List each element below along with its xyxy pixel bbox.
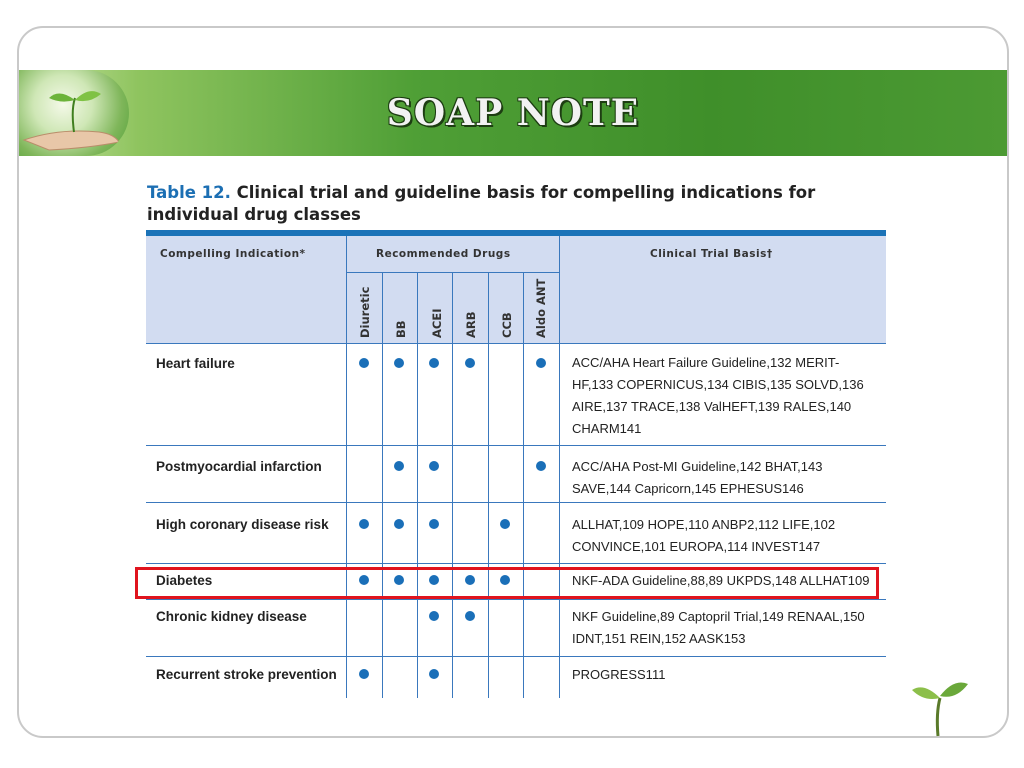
row-indication-heart-failure: Heart failure: [156, 356, 235, 371]
grid-line: [417, 272, 418, 698]
drug-dot: [536, 461, 546, 471]
grid-line: [146, 445, 886, 446]
drug-col-diuretic: Diuretic: [358, 286, 372, 338]
grid-line: [146, 599, 886, 600]
row-basis-high-coronary: ALLHAT,109 HOPE,110 ANBP2,112 LIFE,102 CONVINCE,101 EUROPA,114 INVEST147: [572, 517, 836, 554]
slide-title: SOAP NOTE: [386, 92, 640, 134]
row-indication-ckd: Chronic kidney disease: [156, 609, 307, 624]
row-indication-postmi: Postmyocardial infarction: [156, 459, 322, 474]
drug-dot: [465, 611, 475, 621]
drug-dot: [536, 358, 546, 368]
drug-dot: [359, 669, 369, 679]
drug-dot: [429, 358, 439, 368]
row-basis-heart-failure: ACC/AHA Heart Failure Guideline,132 MERIT-HF,133 COPERNICUS,134 CIBIS,135 SOLVD,136 AIRE,137 TRACE,138 ValHEFT,139 RALES,140 CHARM141: [572, 355, 864, 436]
drug-dot: [500, 519, 510, 529]
row-basis-stroke: PROGRESS111: [572, 667, 666, 682]
header-clinical-trial-basis: Clinical Trial Basis†: [650, 248, 773, 260]
drug-dot: [429, 669, 439, 679]
grid-line: [146, 343, 886, 344]
grid-line: [146, 656, 886, 657]
drug-col-aldo-ant: Aldo ANT: [534, 278, 548, 338]
drug-col-arb: ARB: [464, 311, 478, 338]
row-indication-high-coronary: High coronary disease risk: [156, 517, 329, 532]
row-basis-postmi: ACC/AHA Post-MI Guideline,142 BHAT,143 SAVE,144 Capricorn,145 EPHESUS146: [572, 459, 823, 496]
sprout-icon: [910, 668, 970, 738]
grid-line: [346, 236, 347, 698]
header-recommended-drugs: Recommended Drugs: [376, 248, 511, 260]
drug-dot: [429, 519, 439, 529]
indications-table: [146, 230, 886, 698]
drug-dot: [359, 358, 369, 368]
table-caption-text: Clinical trial and guideline basis for compelling indications for individual drug classes: [147, 183, 816, 224]
grid-line: [488, 272, 489, 698]
grid-line: [146, 563, 886, 564]
row-indication-stroke: Recurrent stroke prevention: [156, 667, 337, 682]
drug-dot: [394, 461, 404, 471]
drug-dot: [394, 519, 404, 529]
grid-line: [452, 272, 453, 698]
drug-dot: [429, 461, 439, 471]
diabetes-row-highlight: [135, 567, 879, 599]
drug-dot: [429, 611, 439, 621]
row-indication-diabetes: Diabetes: [156, 573, 213, 588]
row-basis-ckd: NKF Guideline,89 Captopril Trial,149 RENAAL,150 IDNT,151 REIN,152 AASK153: [572, 609, 865, 646]
drug-dot: [394, 358, 404, 368]
table-caption: [147, 182, 847, 226]
grid-line: [346, 272, 559, 273]
table-caption-label: Table 12.: [147, 183, 231, 202]
drug-col-bb: BB: [394, 320, 408, 338]
drug-col-ccb: CCB: [500, 312, 514, 338]
header-compelling-indication: Compelling Indication*: [160, 248, 306, 260]
grid-line: [559, 236, 560, 698]
row-basis-diabetes: NKF-ADA Guideline,88,89 UKPDS,148 ALLHAT109: [572, 573, 870, 588]
grid-line: [523, 272, 524, 698]
drug-col-acei: ACEI: [430, 308, 444, 338]
drug-dot: [465, 358, 475, 368]
drug-dot: [359, 519, 369, 529]
grid-line: [382, 272, 383, 698]
title-banner: [19, 70, 1007, 156]
grid-line: [146, 502, 886, 503]
